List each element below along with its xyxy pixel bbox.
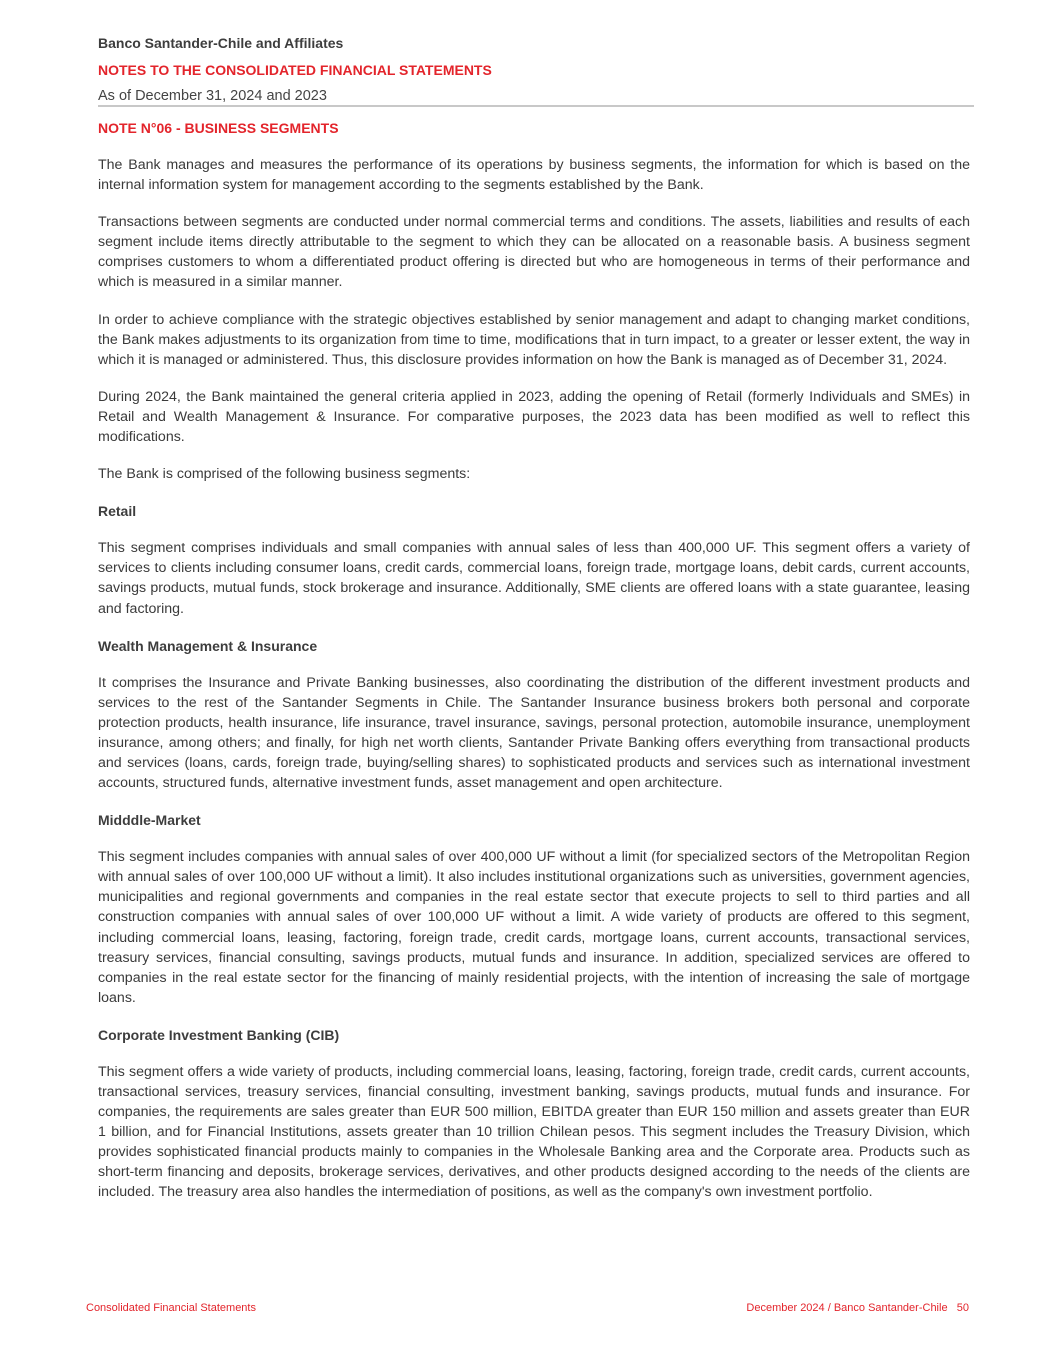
segment-text-retail: This segment comprises individuals and small companies with annual sales of less than 400,000 UF. This segment offers a variety of services to clients including consumer loans, credit cards, commercial loans, foreign trade, mortgage loans, debit cards, current accounts, savings products, mutual funds, stock brokerage and insurance. Additionally, SME clients are offered loans with a state guarantee, leasing and factoring. bbox=[98, 540, 970, 617]
notes-title: NOTES TO THE CONSOLIDATED FINANCIAL STATEMENTS bbox=[98, 62, 492, 78]
segment-title-middle-market: Midddle-Market bbox=[98, 812, 201, 829]
segment-title-retail: Retail bbox=[98, 503, 137, 520]
paragraph: In order to achieve compliance with the strategic objectives established by senior management and adapt to changing market conditions, the Bank makes adjustments to its organization from time to time, modifications that in turn impact, to a greater or lesser extent, the way in which it is managed or administered. Thus, this disclosure provides information on how the Bank is managed as of December 31, 2024. bbox=[98, 311, 970, 368]
footer-document-title: Consolidated Financial Statements bbox=[86, 1302, 256, 1314]
segment-text-wealth-management: It comprises the Insurance and Private Banking businesses, also coordinating the distribution of the different investment products and services to the rest of the Santander Segments in Chile. The Santander Insurance business brokers both personal and corporate protection products, health insurance, life insurance, travel insurance, savings, personal protection, automobile insurance, unemployment insurance, among others; and finally, for high net worth clients, Santander Private Banking offers everything from transactional products and services (loans, cards, foreign trade, buying/selling shares) to sophisticated products and services such as international investment accounts, structured funds, alternative investment funds, asset management and open architecture. bbox=[98, 674, 970, 792]
footer-right bbox=[746, 1302, 969, 1314]
footer-date-company: December 2024 / Banco Santander-Chile bbox=[746, 1302, 948, 1314]
segment-text-middle-market: This segment includes companies with annual sales of over 400,000 UF without a limit (for specialized sectors of the Metropolitan Region with annual sales of over 100,000 UF without a limit). It also includes institutional organizations such as universities, government agencies, municipalities and regional governments and companies in the real estate sector that execute projects to sell to third parties and all construction companies with annual sales of over 100,000 UF without a limit. A wide variety of products are offered to this segment, including commercial loans, leasing, factoring, foreign trade, credit cards, mortgage loans, current accounts, transactional services, treasury services, financial consulting, savings products, mutual funds and insurance. In addition, specialized services are offered to companies in the real estate sector for the financing of mainly residential projects, with the intention of increasing the sale of mortgage loans. bbox=[98, 849, 970, 1006]
paragraph: The Bank is comprised of the following business segments: bbox=[98, 466, 471, 483]
segment-text-cib: This segment offers a wide variety of products, including commercial loans, leasing, factoring, foreign trade, credit cards, current accounts, transactional services, treasury services, financial consulting, investment banking, savings products, mutual funds and insurance. For companies, the requirements are sales greater than EUR 500 million, EBITDA greater than EUR 150 million and assets greater than EUR 1 billion, and for Financial Institutions, assets greater than 10 trillion Chilean pesos. This segment includes the Treasury Division, which provides sophisticated financial products mainly to companies in the Wholesale Banking area and the Corporate area. Products such as short-term financing and deposits, brokerage services, derivatives, and other products designed according to the needs of the clients are included. The treasury area also handles the intermediation of positions, as well as the company's own investment portfolio. bbox=[98, 1063, 970, 1201]
company-name: Banco Santander-Chile and Affiliates bbox=[98, 35, 344, 51]
note-heading: NOTE N°06 - BUSINESS SEGMENTS bbox=[98, 120, 339, 136]
page-number: 50 bbox=[956, 1302, 969, 1314]
header-divider bbox=[98, 105, 974, 107]
segment-title-wealth-management: Wealth Management & Insurance bbox=[98, 637, 318, 654]
paragraph: During 2024, the Bank maintained the general criteria applied in 2023, adding the opening of Retail (formerly Individuals and SMEs) in Retail and Wealth Management & Insurance. For comparative purposes, the 2023 data has been modified as well to reflect this modifications. bbox=[98, 388, 970, 446]
segment-title-cib: Corporate Investment Banking (CIB) bbox=[98, 1026, 340, 1043]
paragraph: The Bank manages and measures the performance of its operations by business segments, the information for which is based on the internal information system for management according to the segments established by the Bank. bbox=[98, 157, 970, 194]
note-body bbox=[98, 155, 970, 1220]
as-of-date: As of December 31, 2024 and 2023 bbox=[98, 88, 327, 104]
paragraph: Transactions between segments are conducted under normal commercial terms and conditions. The assets, liabilities and results of each segment include items directly attributable to the segment to which they can be allocated on a reasonable basis. A business segment comprises customers to whom a differentiated product offering is directed but who are homogeneous in terms of their performance and which is measured in a similar manner. bbox=[98, 214, 970, 291]
